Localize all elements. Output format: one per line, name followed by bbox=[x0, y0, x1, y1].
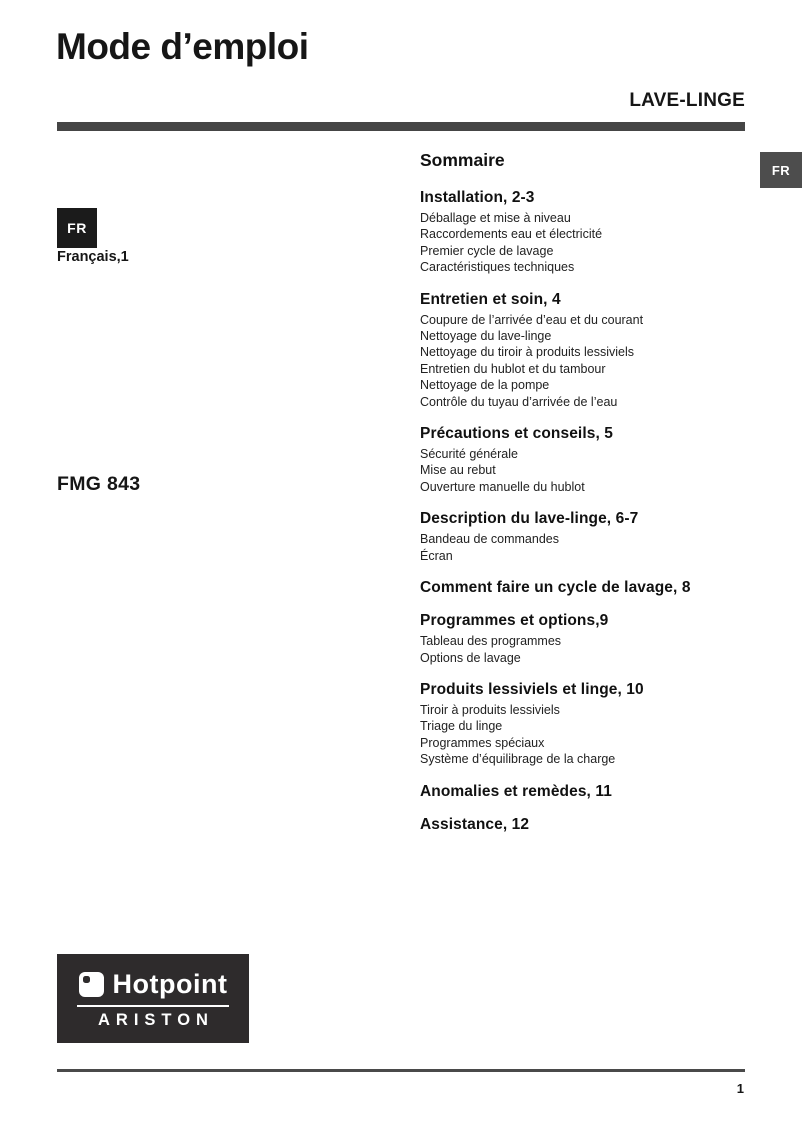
toc-item: Déballage et mise à niveau bbox=[420, 211, 571, 225]
toc-item: Options de lavage bbox=[420, 650, 521, 665]
toc-section-title: Installation, 2-3 bbox=[420, 189, 535, 206]
language-side-tab: FR bbox=[760, 152, 802, 188]
table-of-contents bbox=[420, 150, 752, 837]
toc-item: Nettoyage du tiroir à produits lessiviels bbox=[420, 345, 634, 360]
toc-section-title: Assistance, 12 bbox=[420, 815, 530, 833]
page-title: Mode d’emploi bbox=[56, 26, 309, 67]
model-number: FMG 843 bbox=[57, 473, 141, 495]
toc-section-cycle-lavage bbox=[420, 578, 752, 597]
toc-item: Mise au rebut bbox=[420, 463, 496, 478]
toc-section-title: Description du lave-linge, 6-7 bbox=[420, 510, 639, 528]
toc-section-title: Précautions et conseils, 5 bbox=[420, 425, 613, 443]
toc-item: Caractéristiques techniques bbox=[420, 260, 575, 275]
toc-item: Premier cycle de lavage bbox=[420, 243, 554, 258]
toc-section-description bbox=[420, 509, 752, 564]
toc-section-title: Programmes et options,9 bbox=[420, 612, 609, 630]
toc-item: Écran bbox=[420, 548, 453, 563]
toc-section-assistance bbox=[420, 815, 752, 834]
brand-name-hotpoint: Hotpoint bbox=[112, 968, 228, 999]
toc-section-title: Comment faire un cycle de lavage, 8 bbox=[420, 579, 691, 597]
toc-item: Coupure de l’arrivée d’eau et du courant bbox=[420, 312, 644, 327]
toc-section-title: Produits lessiviels et linge, 10 bbox=[420, 680, 644, 698]
toc-item: Triage du linge bbox=[420, 719, 503, 734]
toc-item: Entretien du hublot et du tambour bbox=[420, 361, 606, 376]
toc-item: Tableau des programmes bbox=[420, 634, 562, 649]
toc-item: Raccordements eau et électricité bbox=[420, 227, 603, 242]
footer-rule bbox=[57, 1069, 745, 1072]
brand-logo-top-row bbox=[79, 969, 228, 1000]
toc-section-title: Anomalies et remèdes, 11 bbox=[420, 782, 612, 800]
toc-item: Tiroir à produits lessiviels bbox=[420, 702, 560, 717]
page-number: 1 bbox=[736, 1081, 744, 1096]
toc-item: Nettoyage du lave-linge bbox=[420, 329, 552, 344]
toc-section-precautions bbox=[420, 424, 752, 495]
toc-item: Programmes spéciaux bbox=[420, 735, 545, 750]
header-rule bbox=[57, 122, 745, 131]
hotpoint-square-icon bbox=[79, 972, 104, 997]
toc-section-title: Entretien et soin, 4 bbox=[420, 290, 561, 308]
hotpoint-square-dot bbox=[83, 976, 90, 983]
language-page-ref: Français,1 bbox=[57, 249, 129, 265]
toc-section-installation bbox=[420, 188, 752, 276]
toc-item: Bandeau de commandes bbox=[420, 532, 559, 547]
toc-section-anomalies bbox=[420, 782, 752, 801]
toc-item: Ouverture manuelle du hublot bbox=[420, 479, 585, 494]
brand-name-ariston: ARISTON bbox=[98, 1011, 214, 1030]
toc-item: Contrôle du tuyau d’arrivée de l’eau bbox=[420, 394, 618, 409]
toc-item: Nettoyage de la pompe bbox=[420, 378, 550, 393]
toc-section-programmes bbox=[420, 611, 752, 666]
logo-divider bbox=[77, 1005, 229, 1008]
appliance-type-label: LAVE-LINGE bbox=[629, 90, 745, 111]
toc-heading: Sommaire bbox=[420, 150, 505, 170]
brand-logo bbox=[57, 954, 249, 1043]
toc-item: Sécurité générale bbox=[420, 447, 518, 462]
toc-section-produits-lessiviels bbox=[420, 680, 752, 768]
toc-item: Système d’équilibrage de la charge bbox=[420, 752, 616, 767]
toc-section-entretien bbox=[420, 290, 752, 410]
language-badge: FR bbox=[57, 208, 97, 248]
